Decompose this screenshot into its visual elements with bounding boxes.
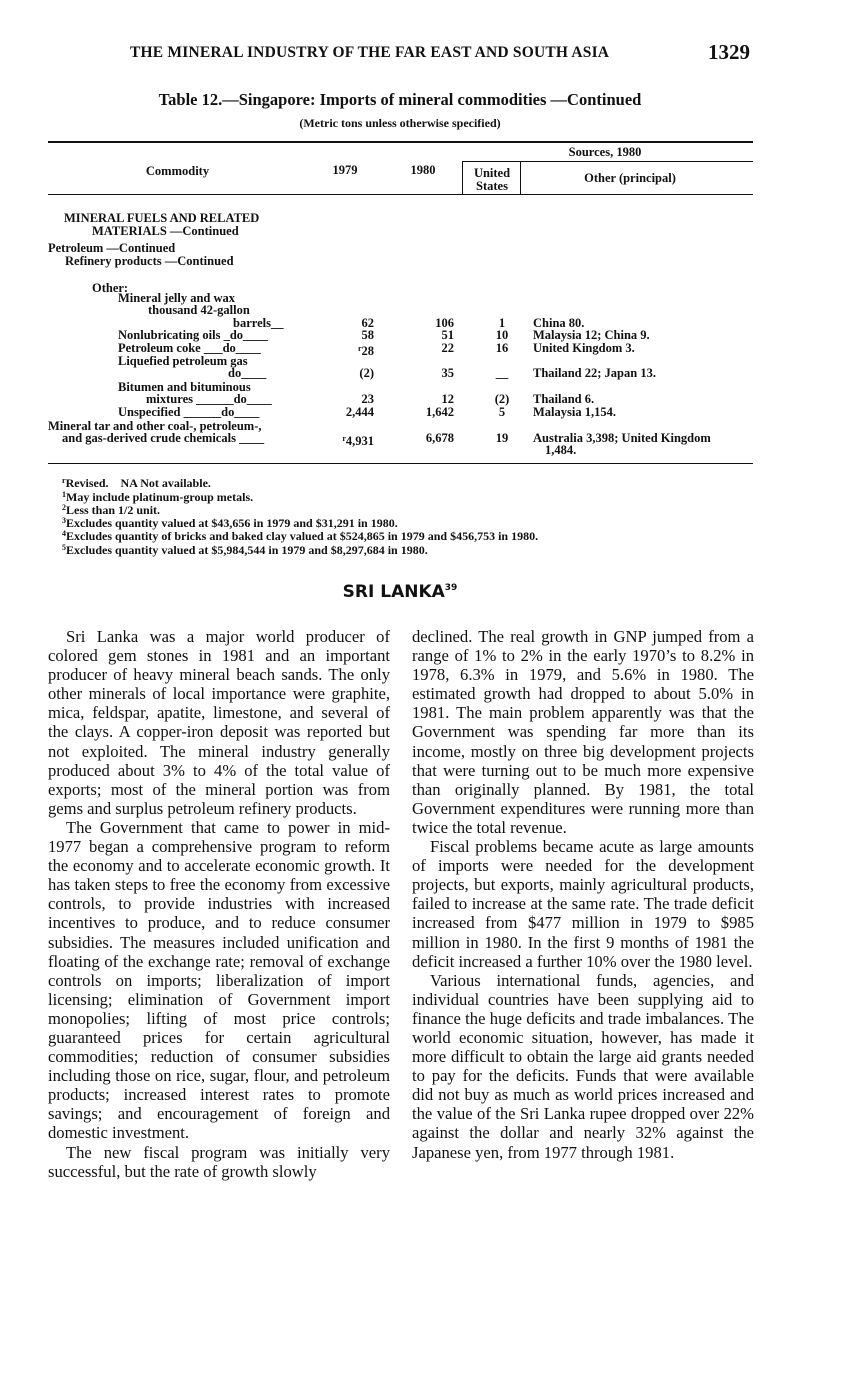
cell-us: __: [495, 366, 509, 380]
label-mineral-jelly: Mineral jelly and wax: [118, 291, 236, 305]
page-number: 1329: [708, 40, 750, 64]
cell-other: Thailand 22; Japan 13.: [533, 366, 656, 380]
cell-us: 1: [498, 316, 506, 330]
cell-other: Malaysia 1,154.: [533, 405, 616, 419]
cell-other: China 80.: [533, 316, 585, 330]
section-footnote-mark: 39: [444, 583, 458, 593]
footnote-text: Revised. NA Not available.: [65, 476, 211, 490]
cell-other: Thailand 6.: [533, 392, 595, 406]
cell-1979: 58: [361, 328, 374, 342]
cell-other: Malaysia 12; China 9.: [533, 328, 650, 342]
section-title-text: SRI LANKA: [342, 582, 445, 602]
cell-1980: 35: [441, 366, 454, 380]
section-petroleum: Petroleum —Continued: [48, 241, 176, 255]
cell-value: 4,931: [345, 434, 374, 448]
label-thousand-barrels: thousand 42-gallon: [148, 303, 250, 317]
body-column-left: [48, 627, 390, 1181]
header-united-states: United States: [473, 166, 511, 193]
cell-1979: (2): [359, 366, 374, 380]
revised-mark: r: [357, 344, 362, 353]
us-divider: [520, 161, 521, 194]
running-title: THE MINERAL INDUSTRY OF THE FAR EAST AND SOUTH ASIA: [130, 44, 610, 61]
cell-1979: 62: [361, 316, 374, 330]
table-top-rule: [48, 141, 753, 143]
table-bottom-rule: [48, 463, 753, 464]
footnote-text: Excludes quantity valued at $43,656 in 1979 and $31,291 in 1980.: [66, 516, 398, 530]
footnote-text: Excludes quantity valued at $5,984,544 in 1979 and $8,297,684 in 1980.: [66, 543, 428, 557]
table-subtitle: (Metric tons unless otherwise specified): [299, 116, 501, 130]
paragraph: Sri Lanka was a major world producer of colored gem stones in 1981 and an important producer of heavy mineral beach sands. The only other minerals of local importance were graphite, mica, feldspar, apatite, limestone, and several of the clays. A copper-iron deposit was reported but not exploited. The mineral industry generally produced about 3% to 4% of the total value of exports; most of the mineral portion was from gems and surplus petroleum refinery products.: [48, 627, 390, 818]
cell-other: United Kingdom 3.: [533, 341, 635, 355]
section-mineral-fuels-cont: MATERIALS —Continued: [92, 224, 239, 238]
footnote-mark: 3: [62, 516, 66, 525]
row-label: Nonlubricating oils _do____: [118, 328, 269, 342]
header-1980: 1980: [410, 163, 436, 177]
cell-1979: 2,444: [345, 405, 374, 419]
footnote-mark: 4: [62, 529, 66, 538]
cell-us: 19: [495, 431, 509, 445]
cell-1980: 12: [441, 392, 454, 406]
cell-other: Australia 3,398; United Kingdom: [533, 431, 711, 445]
section-refinery-products: Refinery products —Continued: [65, 254, 234, 268]
section-mineral-fuels: MINERAL FUELS AND RELATED: [64, 211, 260, 225]
paragraph: The new fiscal program was initially very successful, but the rate of growth slowly: [48, 1142, 390, 1181]
cell-us: 5: [498, 405, 506, 419]
paragraph: declined. The real growth in GNP jumped from a range of 1% to 2% in the early 1970’s to 8.2% in 1978, 6.3% in 1979, and 5.6% in 1980. The estimated growth had dropped to about 5.0% in 1981. The main problem apparently was that the Government was spending far more than its income, mostly on three big development projects that were turning out to be much more expensive than originally planned. By 1981, the total Government expenditures were running more than twice the total revenue.: [412, 627, 754, 837]
row-label: Unspecified ______do____: [118, 405, 260, 419]
table-title: Table 12.—Singapore: Imports of mineral commodities —Continued: [158, 90, 642, 109]
row-label: barrels__: [233, 316, 284, 330]
paragraph: The Government that came to power in mid-1977 began a comprehensive program to reform the economy and to accelerate economic growth. It has taken steps to free the economy from excessive controls, to provide industries with increased incentives to produce, and to reduce consumer subsidies. The measures included unification and floating of the exchange rate; removal of exchange controls on imports; liberalization of import licensing; elimination of Government import monopolies; lifting of most price controls; guaranteed prices for certain agricultural commodities; reduction of consumer subsidies including those on rice, sugar, flour, and petroleum products; increased interest rates to promote savings; and encouragement of foreign and domestic investment.: [48, 817, 390, 1143]
cell-1979: [318, 432, 374, 448]
sources-divider: [462, 161, 463, 194]
row-label-a: Liquefied petroleum gas: [118, 354, 248, 368]
footnote-mark: 1: [62, 490, 66, 499]
row-label: do____: [228, 366, 267, 380]
cell-us: (2): [494, 392, 510, 406]
row-label-a: Bitumen and bituminous: [118, 380, 251, 394]
footnote-mark: r: [62, 476, 66, 485]
revised-mark: r: [342, 434, 346, 443]
cell-1980: 22: [441, 341, 454, 355]
header-sources: Sources, 1980: [568, 145, 642, 159]
section-other: Other:: [92, 281, 129, 295]
row-label-a: Mineral tar and other coal-, petroleum-,: [48, 419, 262, 433]
footnote-text: Excludes quantity of bricks and baked clay valued at $524,865 in 1979 and $456,753 in 1980.: [66, 529, 539, 543]
cell-other-cont: 1,484.: [545, 443, 577, 457]
cell-1980: 51: [441, 328, 454, 342]
footnote: [62, 541, 428, 557]
section-title: [0, 582, 800, 602]
footnote-text: Less than 1/2 unit.: [66, 503, 161, 517]
row-label: mixtures ______do____: [146, 392, 272, 406]
header-1979: 1979: [332, 163, 358, 177]
cell-us: 10: [495, 328, 509, 342]
header-commodity: Commodity: [145, 164, 210, 178]
cell-1980: 6,678: [425, 431, 454, 445]
body-column-right: [412, 627, 754, 1162]
sources-rule: [462, 161, 753, 162]
row-label: and gas-derived crude chemicals ____: [62, 431, 265, 445]
cell-us: 16: [495, 341, 509, 355]
cell-1979: 23: [361, 392, 374, 406]
footnote-mark: 2: [62, 503, 66, 512]
cell-1980: 106: [435, 316, 454, 330]
running-header: [130, 40, 750, 66]
cell-value: 28: [361, 344, 374, 358]
paragraph: Various international funds, agencies, and individual countries have been supplying aid to finance the huge deficits and trade imbalances. The world economic situation, however, has made it more difficult to obtain the large aid grants needed to pay for the deficits. Funds that were available did not buy as much as world prices increased and the value of the Sri Lanka rupee dropped over 22% against the dollar and nearly 32% against the Japanese yen, from 1977 through 1981.: [412, 970, 754, 1162]
cell-1980: 1,642: [425, 405, 454, 419]
header-other-principal: Other (principal): [584, 171, 676, 185]
footnote-mark: 5: [62, 543, 66, 552]
header-bottom-rule: [48, 194, 753, 195]
row-label: Petroleum coke ___do____: [118, 341, 261, 355]
footnote-text: May include platinum-group metals.: [66, 490, 254, 504]
cell-1979: [318, 342, 374, 358]
paragraph: Fiscal problems became acute as large amounts of imports were needed for the development projects, but exports, mainly agricultural products, failed to increase at the same rate. The trade deficit increased from $477 million in 1979 to $985 million in 1980. In the first 9 months of 1981 the deficit increased a further 10% over the 1980 level.: [412, 837, 754, 971]
